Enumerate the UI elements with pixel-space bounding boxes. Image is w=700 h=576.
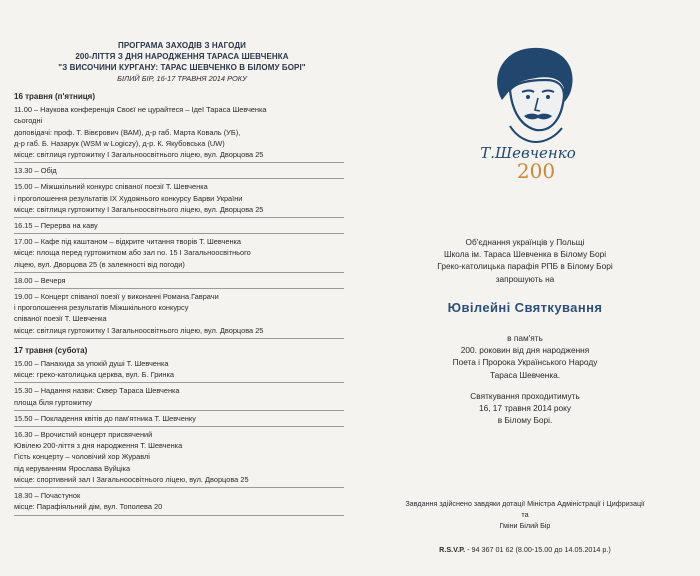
- organizer-line: Греко-католицька парафія РПБ в Білому Борі: [437, 261, 613, 272]
- schedule-line: місце: спортивний зал І Загальноосвітнього ліцею, вул. Дворцова 25: [14, 474, 249, 484]
- schedule-divider: [14, 288, 344, 289]
- schedule-item: [14, 220, 350, 231]
- schedule-line: місце: площа перед гуртожитком або зал no. 15 І Загальноосвітнього: [14, 248, 251, 258]
- schedule-line: місце: світлиця гуртожитку І Загальноосвітнього ліцею, вул. Дворцова 25: [14, 150, 264, 160]
- schedule-divider: [14, 162, 344, 163]
- invitation-column: [360, 40, 690, 570]
- schedule-line: д-р габ. Б. Назарук (WSM w Logiczy), д-р. К. Якубовська (UW): [14, 138, 225, 148]
- schedule-divider: [14, 338, 344, 339]
- schedule-line: Гість концерту – чоловічий хор Журавлі: [14, 452, 150, 462]
- schedule-line: 15.00 – Панахида за упокій душі Т. Шевченка: [14, 359, 169, 369]
- memory-line: в пам'ять: [507, 333, 543, 343]
- schedule-item: [14, 429, 350, 485]
- schedule-line: 11.00 – Наукова конференція Своєї не цурайтеся – Ідеї Тараса Шевченка: [14, 105, 267, 115]
- schedule-item: [14, 181, 350, 215]
- schedule-divider: [14, 382, 344, 383]
- schedule-line: під керуванням Ярослава Вуйціка: [14, 463, 131, 473]
- program-column: [14, 40, 350, 570]
- schedule-line: ліцею, вул. Дворцова 25 (в залежності від погоди): [14, 259, 185, 269]
- schedule-divider: [14, 217, 344, 218]
- schedule-item: [14, 275, 350, 286]
- program-title-line: "З ВИСОЧИНИ КУРГАНУ: ТАРАС ШЕВЧЕНКО В БІЛОМУ БОРІ": [58, 63, 306, 72]
- schedule-divider: [14, 233, 344, 234]
- schedule-divider: [14, 178, 344, 179]
- schedule-line: місце: Парафіяльний дім, вул. Тополева 20: [14, 502, 163, 512]
- when-block: [360, 390, 690, 427]
- day-heading-16: 16 травня (п'ятниця): [14, 92, 95, 101]
- rsvp-line: [360, 544, 690, 555]
- schedule-item: [14, 165, 350, 176]
- funding-line: та: [521, 510, 529, 519]
- schedule-line: і проголошення результатів Міжшкільного конкурсу: [14, 303, 189, 313]
- funding-note: [360, 498, 690, 531]
- schedule-divider: [14, 426, 344, 427]
- funding-line: Завдання здійснено завдяки дотації Міністра Адміністрації і Цифризації: [405, 499, 645, 508]
- program-title-line: ПРОГРАМА ЗАХОДІВ З НАГОДИ: [117, 41, 247, 50]
- program-title-line: 200-ЛІТТЯ З ДНЯ НАРОДЖЕННЯ ТАРАСА ШЕВЧЕНКА: [75, 52, 289, 61]
- schedule-line: 17.00 – Кафе під каштаном – відкрите читання творів Т. Шевченка: [14, 237, 242, 247]
- schedule-item: [14, 236, 350, 270]
- schedule-line: 18.00 – Вечеря: [14, 275, 66, 285]
- day-2-schedule: [14, 358, 350, 515]
- schedule-item: [14, 413, 350, 424]
- day-heading-17: 17 травня (субота): [14, 345, 88, 355]
- schedule-line: 16.30 – Врочистий концерт присвячений: [14, 430, 153, 440]
- schedule-line: 15.00 – Міжшкільний конкурс співаної поезії Т. Шевченка: [14, 182, 208, 192]
- logo-signature: Т.Шевченко: [480, 144, 576, 162]
- program-title: [14, 40, 350, 73]
- schedule-line: 15.30 – Надання назви: Сквер Тараса Шевченка: [14, 386, 180, 396]
- organizer-line: Об'єднання українців у Польщі: [465, 237, 585, 247]
- rsvp-label: R.S.V.P.: [439, 545, 466, 554]
- schedule-divider: [14, 515, 344, 516]
- when-line: в Білому Борі.: [497, 415, 553, 426]
- program-place-date: БІЛИЙ БІР, 16-17 ТРАВНЯ 2014 РОКУ: [117, 74, 247, 83]
- schedule-line: місце: греко-католицька церква, вул. Б. Гринка: [14, 370, 175, 380]
- schedule-line: доповідачі: проф. Т. Вівєрович (ВАМ), д-р габ. Марта Коваль (УБ),: [14, 127, 241, 137]
- shevchenko-portrait-logo: [480, 40, 590, 180]
- when-line: 16, 17 травня 2014 року: [478, 403, 572, 414]
- organizers-block: [360, 236, 690, 285]
- schedule-line: Ювілею 200-ліття з дня народження Т. Шевченка: [14, 441, 183, 451]
- memory-line: Поета і Пророка Українського Народу: [452, 357, 598, 368]
- schedule-line: 16.15 – Перерва на каву: [14, 221, 98, 231]
- organizer-line: Школа ім. Тараса Шевченка в Білому Борі: [443, 249, 607, 260]
- when-line: Святкування проходитимуть: [470, 391, 580, 401]
- schedule-line: 15.50 – Покладення квітів до пам'ятника Т. Шевченку: [14, 413, 196, 423]
- funding-line: Гміни Білий Бір: [499, 521, 551, 530]
- day-1-schedule: [14, 104, 350, 339]
- schedule-item: [14, 385, 350, 407]
- schedule-line: і проголошення результатів IX Художнього конкурсу Барви України: [14, 193, 243, 203]
- schedule-item: [14, 358, 350, 380]
- schedule-line: 13.30 – Обід: [14, 166, 57, 176]
- schedule-divider: [14, 272, 344, 273]
- schedule-divider: [14, 410, 344, 411]
- logo-number: 200: [516, 159, 556, 180]
- schedule-line: місце: світлиця гуртожитку І Загальноосвітнього ліцею, вул. Дворцова 25: [14, 204, 264, 214]
- invite-text: запрошують на: [495, 273, 555, 284]
- memory-block: [360, 332, 690, 381]
- schedule-item: [14, 490, 350, 512]
- schedule-line: місце: світлиця гуртожитку І Загальноосвітнього ліцею, вул. Дворцова 25: [14, 325, 264, 335]
- schedule-line: сьогодні: [14, 116, 43, 126]
- schedule-line: співаної поезії Т. Шевченка: [14, 314, 107, 324]
- rsvp-phone: - 94 367 01 62 (8.00-15.00 до 14.05.2014 р.): [465, 545, 611, 554]
- schedule-line: 18.30 – Почастунок: [14, 491, 81, 501]
- schedule-line: 19.00 – Концерт співаної поезії у виконанні Романа Гаврачи: [14, 292, 219, 302]
- schedule-line: площа біля гуртожитку: [14, 397, 93, 407]
- memory-line: 200. роковин від дня народження: [460, 345, 590, 356]
- schedule-item: [14, 104, 350, 160]
- schedule-divider: [14, 487, 344, 488]
- event-title: Ювілейні Святкування: [447, 300, 603, 315]
- memory-line: Тараса Шевченка.: [489, 369, 561, 380]
- schedule-item: [14, 291, 350, 336]
